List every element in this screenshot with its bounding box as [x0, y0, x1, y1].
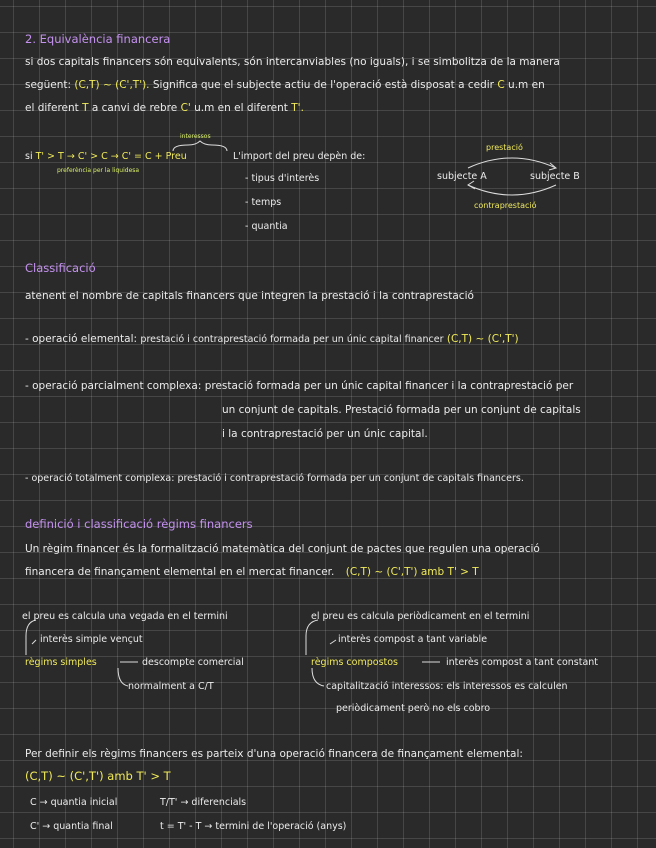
simples-bracket-top: [26, 620, 36, 655]
paragraph-line: el diferent T a canvi de rebre C' u.m en el diferent T'.: [25, 102, 304, 114]
compostos-top-note: el preu es calcula periòdicament en el termini: [311, 611, 530, 622]
paragraph-line: Per definir els règims financers es parteix d'una operació financera de finançament elemental:: [25, 748, 523, 760]
definir-formula: (C,T) ~ (C',T') amb T' > T: [25, 769, 171, 783]
periodicament-note: periòdicament però no els cobro: [336, 703, 491, 714]
formula-equivalence: (C,T) ~ (C',T').: [74, 79, 150, 91]
operacio-parcial-cont: i la contraprestació per un únic capital.: [222, 428, 428, 440]
regims-compostos-label: règims compostos: [311, 657, 399, 668]
compostos-bracket-top: [306, 620, 318, 655]
paragraph-line: següent: (C,T) ~ (C',T'). Significa que el subjecte actiu de l'operació està disposat a cedir C u.m en: [25, 79, 545, 91]
interes-simple: interès simple vençut: [40, 634, 143, 645]
section-title-classificacio: Classificació: [25, 261, 96, 275]
termini: t = T' - T → termini de l'operació (anys): [160, 821, 347, 832]
compostos-bracket-bottom: [312, 668, 324, 686]
paragraph-line: Un règim financer és la formalització matemàtica del conjunt de pactes que regulen una operació: [25, 543, 540, 555]
operacio-parcial-cont: un conjunt de capitals. Prestació formada per un conjunt de capitals: [222, 404, 581, 416]
regims-simples-label: règims simples: [25, 657, 97, 668]
preu-item: - temps: [245, 197, 282, 208]
simples-tick: [32, 640, 36, 644]
descompte-comercial: descompte comercial: [142, 657, 244, 668]
capitalitzacio-note: capitalització interessos: els interessos es calculen: [326, 681, 568, 692]
paragraph-line: atenent el nombre de capitals financers que integren la prestació i la contraprestació: [25, 290, 474, 302]
preu-heading: L'import del preu depèn de:: [233, 151, 366, 162]
prestacio-arrowhead: [549, 163, 556, 170]
simples-bracket-bottom: [118, 668, 128, 686]
operacio-total: - operació totalment complexa: prestació i contraprestació formada per un conjunt de capitals financers.: [25, 473, 524, 484]
contraprestacio-label: contraprestació: [474, 201, 537, 210]
c-inicial: C → quantia inicial: [30, 797, 118, 808]
interes-variable: interès compost a tant variable: [338, 634, 488, 645]
section-title-equivalencia: 2. Equivalència financera: [25, 32, 171, 46]
subjecte-a: subjecte A: [437, 171, 487, 182]
preference-formula: si T' > T → C' > C → C' = C + Preu: [25, 151, 187, 162]
t-diferencials: T/T' → diferencials: [160, 797, 247, 808]
interes-constant: interès compost a tant constant: [446, 657, 599, 668]
operacio-elemental: - operació elemental: prestació i contraprestació formada per un únic capital financer (C,T) ~ (C',T'): [25, 333, 519, 345]
compostos-tick: [330, 640, 336, 644]
contraprestacio-arrow: [468, 185, 556, 195]
preu-item: - quantia: [245, 221, 288, 232]
paragraph-line: si dos capitals financers són equivalents, són intercanviables (no iguals), i se simbolitza de la manera: [25, 56, 560, 68]
c-final: C' → quantia final: [30, 821, 113, 832]
normalment-note: normalment a C/T: [128, 681, 214, 692]
subjecte-b: subjecte B: [530, 171, 580, 182]
section-title-regims: definició i classificació règims financers: [25, 517, 253, 531]
simples-top-note: el preu es calcula una vegada en el termini: [22, 611, 228, 622]
prestacio-label: prestació: [486, 143, 523, 152]
paragraph-line: financera de finançament elemental en el mercat financer. (C,T) ~ (C',T') amb T' > T: [25, 566, 479, 578]
preferencia-note: preferència per la liquidesa: [57, 167, 140, 174]
prestacio-arrow: [468, 158, 556, 168]
interessos-note: interessos: [180, 133, 211, 140]
preu-item: - tipus d'interès: [245, 173, 320, 184]
operacio-parcial: - operació parcialment complexa: prestació formada per un únic capital financer i la contraprestació per: [25, 380, 574, 392]
